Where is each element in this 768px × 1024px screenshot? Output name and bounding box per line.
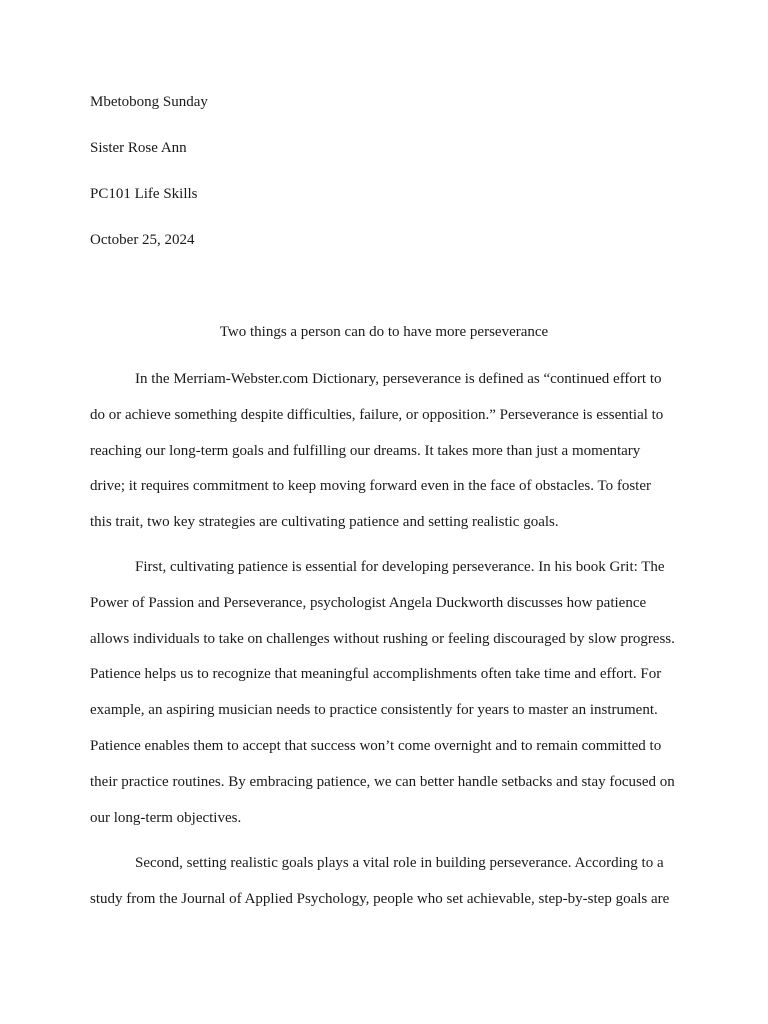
author-name: Mbetobong Sunday — [90, 94, 208, 110]
paragraph-line: this trait, two key strategies are cultivating patience and setting realistic goals. — [90, 514, 559, 531]
paragraph-line: Power of Passion and Perseverance, psychologist Angela Duckworth discusses how patience — [90, 594, 647, 611]
paragraph-line: Patience helps us to recognize that meaningful accomplishments often take time and effort. For — [90, 666, 662, 683]
paragraph-2 — [90, 557, 678, 843]
paragraph-line: allows individuals to take on challenges without rushing or feeling discouraged by slow progress. — [90, 630, 675, 647]
paragraph-line: our long-term objectives. — [90, 809, 242, 826]
instructor-name: Sister Rose Ann — [90, 140, 187, 156]
paragraph-line: example, an aspiring musician needs to practice consistently for years to master an instrument. — [90, 702, 658, 719]
paragraph-line: drive; it requires commitment to keep moving forward even in the face of obstacles. To foster — [90, 478, 651, 495]
paragraph-line: Patience enables them to accept that success won’t come overnight and to remain committed to — [90, 737, 662, 754]
document-date: October 25, 2024 — [90, 232, 195, 248]
paragraph-1 — [90, 369, 678, 548]
essay-title: Two things a person can do to have more perseverance — [219, 324, 549, 340]
paragraph-line: study from the Journal of Applied Psychology, people who set achievable, step-by-step goals are — [90, 890, 670, 907]
paragraph-line: do or achieve something despite difficulties, failure, or opposition.” Perseverance is essential to — [90, 406, 664, 423]
course-name: PC101 Life Skills — [90, 186, 198, 202]
paragraph-line: First, cultivating patience is essential for developing perseverance. In his book Grit: The — [135, 559, 665, 575]
paragraph-3 — [90, 853, 678, 925]
paragraph-line: their practice routines. By embracing patience, we can better handle setbacks and stay focused on — [90, 773, 675, 790]
paragraph-line: reaching our long-term goals and fulfilling our dreams. It takes more than just a momentary — [90, 442, 641, 459]
paragraph-line: In the Merriam-Webster.com Dictionary, perseverance is defined as “continued effort to — [135, 371, 662, 387]
paragraph-line: Second, setting realistic goals plays a vital role in building perseverance. According to a — [135, 855, 664, 871]
